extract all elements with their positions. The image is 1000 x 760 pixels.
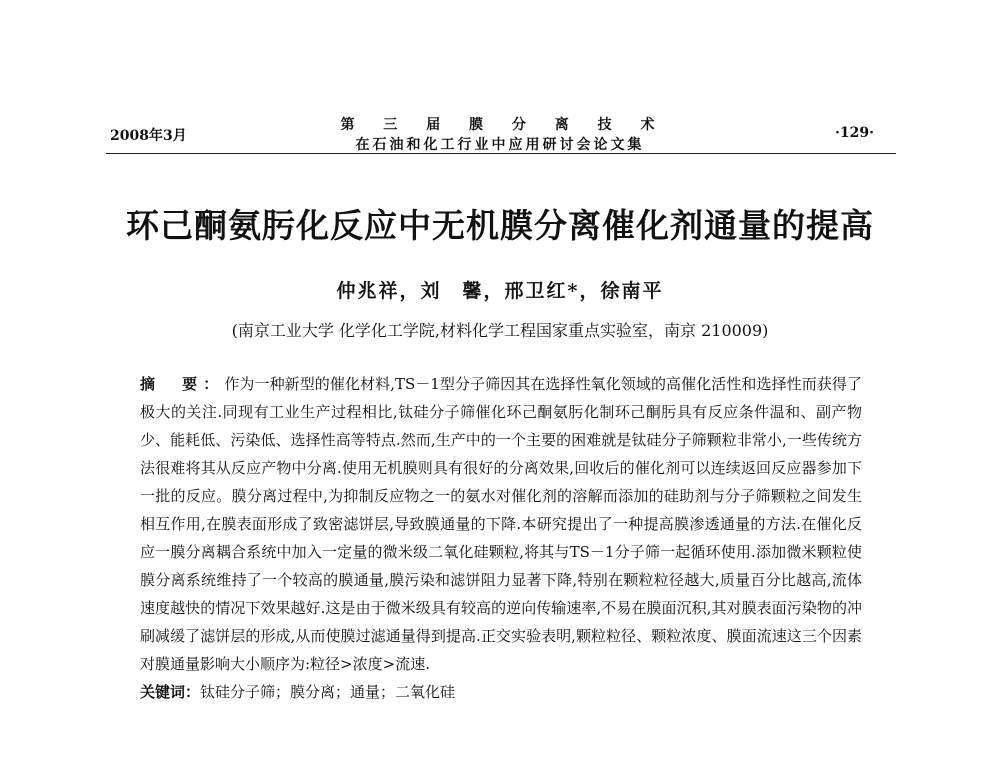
keywords-label: 关键词： <box>140 683 201 701</box>
paper-authors: 仲兆祥，刘 馨，邢卫红*，徐南平 <box>336 280 664 302</box>
paper-title: 环己酮氨肟化反应中无机膜分离催化剂通量的提高 <box>126 206 874 245</box>
header-series-line1: 第 三 届 膜 分 离 技 术 <box>340 117 660 133</box>
abstract-text: 作为一种新型的催化材料,TS－1型分子筛因其在选择性氧化领域的高催化活性和选择性而获得了极大的关注.同现有工业生产过程相比,钛硅分子筛催化环己酮氨肟化制环己酮肟具有反应条件温和、副产物少、能耗低、污染低、选择性高等特点.然而,生产中的一个主要的困难就是钛硅分子筛颗粒非常小,一些传统方法很难将其从反应产物中分离.使用无机膜则具有很好的分离效果,回收后的催化剂可以连续返回反应器参加下一批的反应。膜分离过程中,为抑制反应物之一的氨水对催化剂的溶解而添加的硅助剂与分子筛颗粒之间发生相互作用,在膜表面形成了致密滤饼层,导致膜通量的下降.本研究提出了一种提高膜渗透通量的方法.在催化反应一膜分离耦合系统中加入一定量的微米级二氧化硅颗粒,将其与TS－1分子筛一起循环使用.添加微米颗粒使膜分离系统维持了一个较高的膜通量,膜污染和滤饼阻力显著下降,特别在颗粒粒径越大,质量百分比越高,流体速度越快的情况下效果越好.这是由于微米级具有较高的逆向传输速率,不易在膜面沉积,其对膜表面污染物的冲刷减缓了滤饼层的形成,从而使膜过滤通量得到提高.正交实验表明,颗粒粒径、颗粒浓度、膜面流速这三个因素对膜通量影响大小顺序为:粒径>浓度>流速. <box>140 375 862 673</box>
paper-affiliation: (南京工业大学 化学化工学院,材料化学工程国家重点实验室，南京 210009) <box>231 321 769 340</box>
header-rule <box>106 153 896 154</box>
keywords-line <box>140 678 862 706</box>
abstract-section <box>140 370 862 706</box>
keywords-text: 钛硅分子筛；膜分离；通量；二氧化硅 <box>200 683 456 701</box>
abstract-label: 摘 要： <box>140 375 225 393</box>
header-date: 2008年3月 <box>110 128 187 144</box>
abstract-paragraph <box>140 370 862 678</box>
header-series-line2: 在石油和化工行业中应用研讨会论文集 <box>355 137 645 153</box>
header-series <box>300 115 700 155</box>
header-page-number: ·129· <box>835 125 874 141</box>
